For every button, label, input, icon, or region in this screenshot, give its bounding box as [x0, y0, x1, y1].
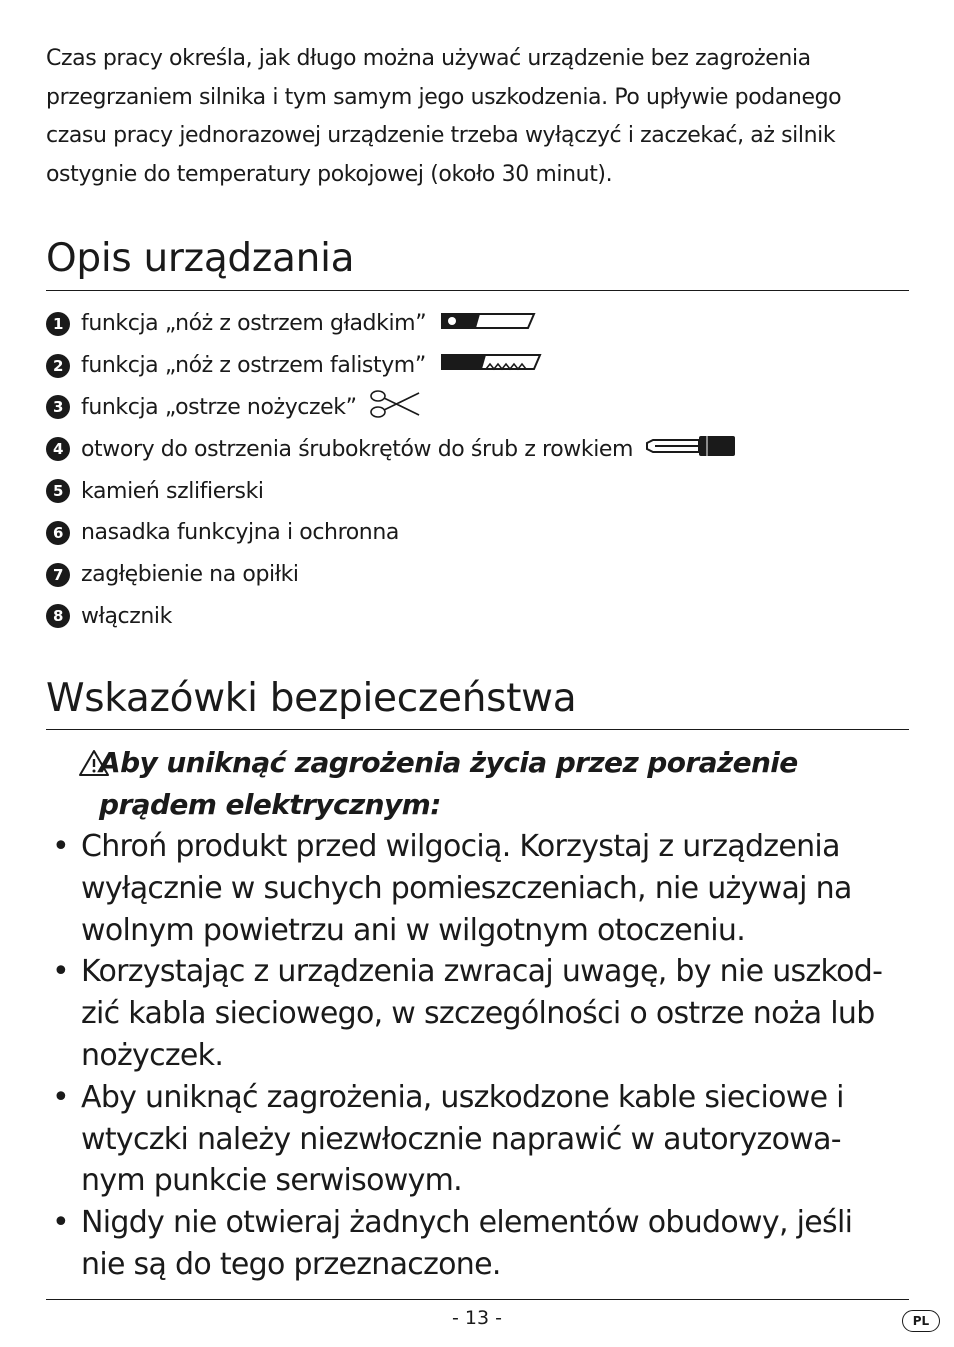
bullet-line: Korzystając z urządzenia zwracaj uwagę, by nie uszkod- — [81, 954, 883, 990]
language-badge: PL — [902, 1310, 940, 1332]
section-title-description: Opis urządzania — [46, 236, 355, 281]
bullet-line: Aby uniknąć zagrożenia, uszkodzone kable sieciowe i — [81, 1079, 844, 1115]
bullet-line: nożyczek. — [81, 1037, 224, 1073]
item-number-badge: 5 — [46, 479, 70, 503]
item-label: funkcja „nóż z ostrzem gładkim” — [81, 311, 427, 337]
intro-line: czasu pracy jednorazowej urządzenie trzeba wyłączyć i zaczekać, aż silnik — [46, 123, 836, 148]
warning-line: prądem elektrycznym: — [99, 787, 441, 821]
item-number-badge: 2 — [46, 354, 70, 378]
bullet-line: Nigdy nie otwieraj żadnych elementów obudowy, jeśli — [81, 1205, 853, 1241]
screwdriver-icon — [645, 434, 737, 464]
bullet-glyph: • — [52, 1079, 69, 1115]
list-item — [46, 387, 909, 429]
parts-list — [46, 303, 909, 637]
bullet-line: Chroń produkt przed wilgocią. Korzystaj z urządzenia — [81, 829, 840, 864]
item-label: funkcja „ostrze nożyczek” — [81, 394, 357, 420]
page-number: - 13 - — [452, 1307, 502, 1329]
item-label: włącznik — [81, 603, 172, 629]
list-item — [46, 826, 916, 951]
smooth-knife-icon — [438, 310, 538, 338]
item-number-badge: 6 — [46, 521, 70, 545]
list-item — [46, 1077, 916, 1202]
safety-bullet-list — [46, 826, 916, 1286]
item-label: zagłębienie na opiłki — [81, 562, 299, 588]
bullet-line: wyłącznie w suchych pomieszczeniach, nie używaj na — [81, 870, 852, 906]
intro-paragraph — [46, 40, 916, 194]
bullet-line: nie są do tego przeznaczone. — [81, 1246, 501, 1282]
list-item — [46, 345, 909, 387]
bullet-line: zić kabla sieciowego, w szczególności o ostrze noża lub — [81, 996, 875, 1032]
list-item — [46, 554, 909, 596]
item-number-badge: 8 — [46, 604, 70, 628]
item-number-badge: 1 — [46, 312, 70, 336]
scissors-icon — [369, 387, 421, 427]
bullet-line: wtyczki należy niezwłocznie naprawić w autoryzowa- — [81, 1121, 841, 1157]
section-divider — [46, 729, 909, 730]
item-label: funkcja „nóż z ostrzem falistym” — [81, 353, 426, 379]
item-number-badge: 4 — [46, 437, 70, 461]
bullet-glyph: • — [52, 829, 69, 864]
list-item — [46, 303, 909, 345]
list-item — [46, 1202, 916, 1286]
bullet-line: nym punkcie serwisowym. — [81, 1163, 463, 1199]
list-item — [46, 512, 909, 554]
warning-line: Aby uniknąć zagrożenia życia przez porażenie — [99, 746, 798, 779]
section-divider — [46, 290, 909, 291]
item-number-badge: 3 — [46, 395, 70, 419]
list-item — [46, 596, 909, 638]
bullet-glyph: • — [52, 954, 69, 990]
item-number-badge: 7 — [46, 563, 70, 587]
item-label: otwory do ostrzenia śrubokrętów do śrub z rowkiem — [81, 436, 634, 462]
list-item — [46, 951, 916, 1076]
intro-line: przegrzaniem silnika i tym samym jego uszkodzenia. Po upływie podanego — [46, 84, 842, 110]
section-title-safety: Wskazówki bezpieczeństwa — [46, 676, 577, 721]
warning-triangle-icon — [78, 749, 110, 781]
item-label: kamień szlifierski — [81, 478, 264, 504]
warning-heading — [46, 742, 909, 825]
bullet-line: wolnym powietrzu ani w wilgotnym otoczeniu. — [81, 912, 746, 948]
item-label: nasadka funkcyjna i ochronna — [81, 520, 399, 546]
list-item — [46, 470, 909, 512]
intro-line: Czas pracy określa, jak długo można używać urządzenie bez zagrożenia — [46, 46, 811, 71]
intro-line: ostygnie do temperatury pokojowej (około 30 minut). — [46, 161, 613, 187]
bullet-glyph: • — [52, 1205, 69, 1241]
footer-divider — [46, 1299, 909, 1300]
serrated-knife-icon — [438, 352, 544, 380]
list-item — [46, 428, 909, 470]
